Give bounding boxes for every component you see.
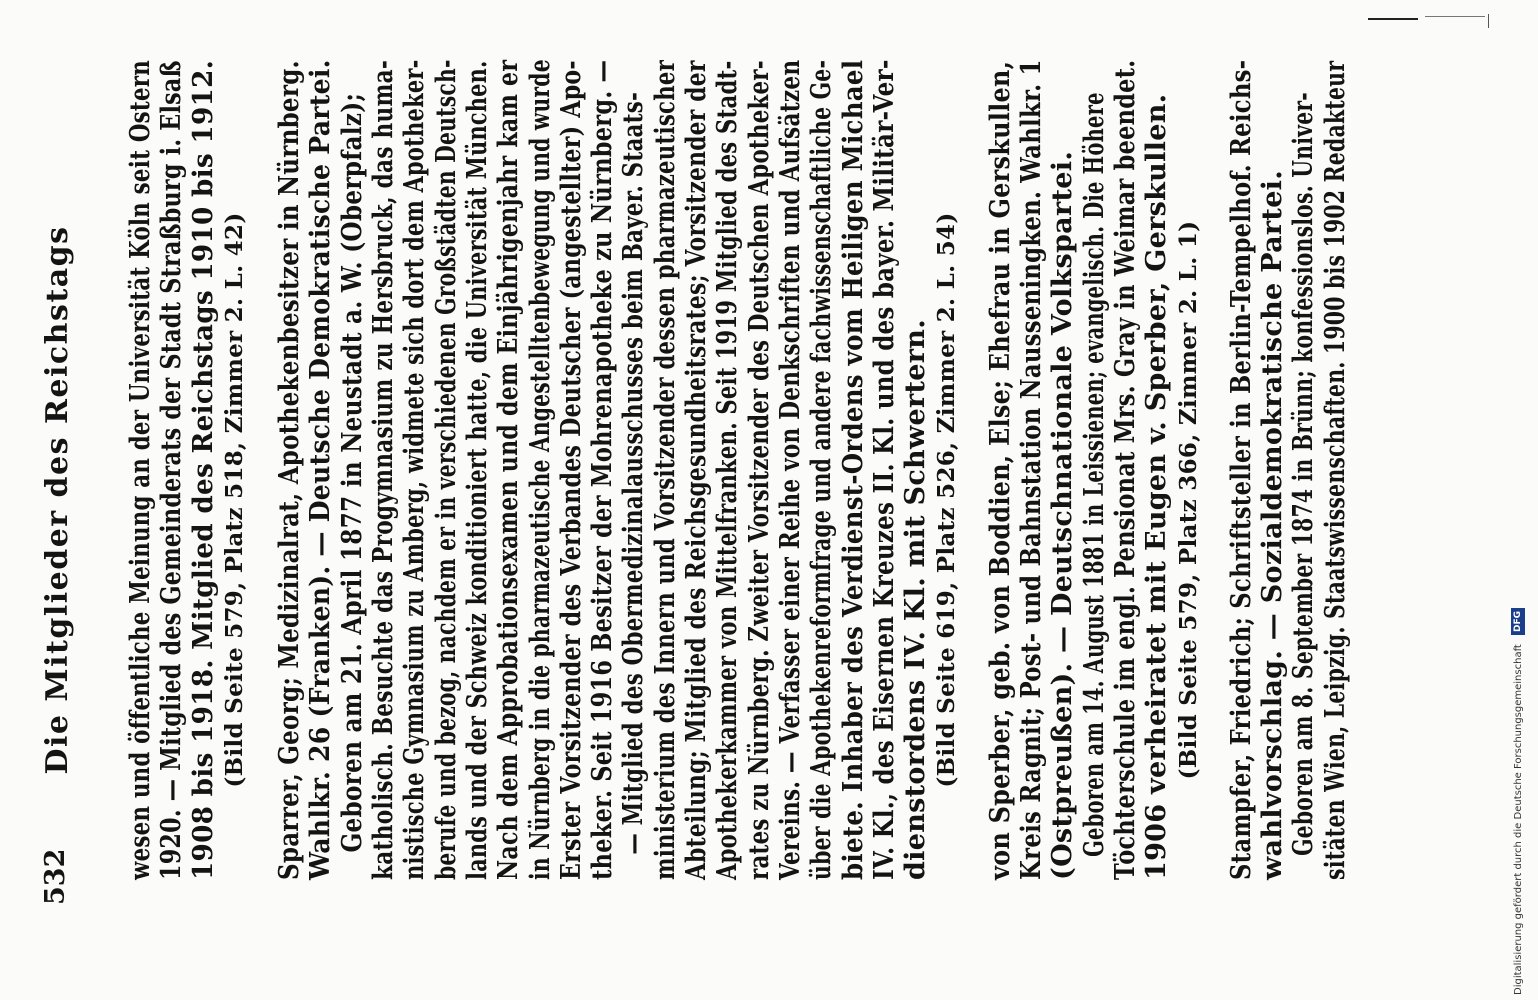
page-header [40,0,100,1000]
text-line: theker. Seit 1916 Besitzer der Mohrenapotheke zu Nürnberg. — [587,59,619,880]
text-line: in Nürnberg in die pharmazeutische Angestelltenbewegung und wurde [524,59,556,880]
text-line: sitäten Wien, Leipzig. Staatswissenschaften. 1900 bis 1902 Redakteur [1319,60,1351,880]
text-line: katholisch. Besuchte das Progymnasium zu Hersbruck, das huma- [368,59,400,880]
text-line: Geboren am 21. April 1877 in Neustadt a. W. (Oberpfalz); [336,92,368,853]
photo-reference: (Bild Seite 579, Platz 518, Zimmer 2. L. 42) [220,212,248,788]
text-line: Kreis Ragnit; Post- und Bahnstation Nausseningken. Wahlkr. 1 [1016,59,1048,880]
text-line: Wahlkr. 26 (Franken). — Deutsche Demokratische Partei. [305,59,337,880]
text-line: lands und der Schweiz konditioniert hatte, die Universität München. [461,60,493,880]
digitization-credit [1508,5,1530,995]
text-line: Geboren am 8. September 1874 in Brünn; konfessionslos. Univer- [1288,92,1320,856]
entry-heading-von-sperber: von Sperber, geb. von Boddien, Else; Ehefrau in Gerskullen, [984,60,1016,880]
page-number: 532 [40,848,71,905]
text-line: rates zu Nürnberg. Zweiter Vorsitzender des Deutschen Apotheker- [743,60,775,880]
text-line: dienstordens IV. Kl. mit Schwertern. [900,319,932,880]
text-line: Erster Vorsitzender des Verbandes Deutscher (angestellter) Apo- [555,60,587,880]
text-line: ministerium des Innern und Vorsitzender dessen pharmazeutischer [649,59,681,880]
text-line: wahlvorschlag. — Sozialdemokratische Partei. [1257,170,1289,880]
text-line: Geboren am 14. August 1881 in Leissienen; evangelisch. Die Höhere [1078,92,1110,857]
text-line: Töchterschule im engl. Pensionat Mrs. Gray in Weimar beendet. [1109,59,1141,880]
text-line: 1908 bis 1918. Mitglied des Reichstags 1910 bis 1912. [187,59,219,880]
text-line: Nach dem Approbationsexamen und dem Einjährigenjahr kam er [493,59,525,880]
text-line: (Ostpreußen). — Deutschnationale Volkspartei. [1047,150,1079,880]
text-column [125,60,1351,880]
credit-text: Digitalisierung gefördert durch die Deutsche Forschungsgemeinschaft [1513,644,1524,995]
photo-reference: (Bild Seite 579, Platz 366, Zimmer 2. L. 1) [1174,220,1202,780]
scan-edge-mark [1488,14,1489,28]
entry-heading-sparrer: Sparrer, Georg; Medizinalrat, Apothekenbesitzer in Nürnberg. [274,60,306,880]
entry-heading-stampfer: Stampfer, Friedrich; Schriftsteller in Berlin-Tempelhof. Reichs- [1225,59,1257,880]
text-line: Vereins. — Verfasser einer Reihe von Denkschriften und Aufsätzen [774,59,806,880]
text-line: wesen und öffentliche Meinung an der Universität Köln seit Ostern [125,59,156,880]
text-line: Apothekerkammer von Mittelfranken. Seit 1919 Mitglied des Stadt- [712,60,744,880]
running-title: Die Mitglieder des Reichstags [40,225,75,775]
entry-gap [963,60,985,880]
text-line: 1920. — Mitglied des Gemeinderats der Stadt Straßburg i. Elsaß [156,60,188,880]
text-line: nistische Gymnasium zu Amberg, widmete sich dort dem Apotheker- [399,59,431,880]
entry-gap [250,60,274,880]
dfg-logo: DFG [1511,608,1525,635]
text-line: — Mitglied des Obermedizinalausschusses beim Bayer. Staats- [618,91,650,855]
text-line: biete. Inhaber des Verdienst-Ordens vom Heiligen Michael [837,59,869,880]
text-line: über die Apothekenreformfrage und andere fachwissenschaftliche Ge- [806,59,838,880]
text-line: 1906 verheiratet mit Eugen v. Sperber, Gerskullen. [1141,93,1173,880]
text-line: IV. Kl., des Eisernen Kreuzes II. Kl. und des bayer. Militär-Ver- [868,59,900,880]
entry-gap [1204,60,1226,880]
text-line: Abteilung; Mitglied des Reichsgesundheitsrates; Vorsitzender der [681,60,713,880]
text-line: berufe und bezog, nachdem er in verschiedenen Großstädten Deutsch- [430,59,462,880]
photo-reference: (Bild Seite 619, Platz 526, Zimmer 2. L. 54) [933,212,961,788]
